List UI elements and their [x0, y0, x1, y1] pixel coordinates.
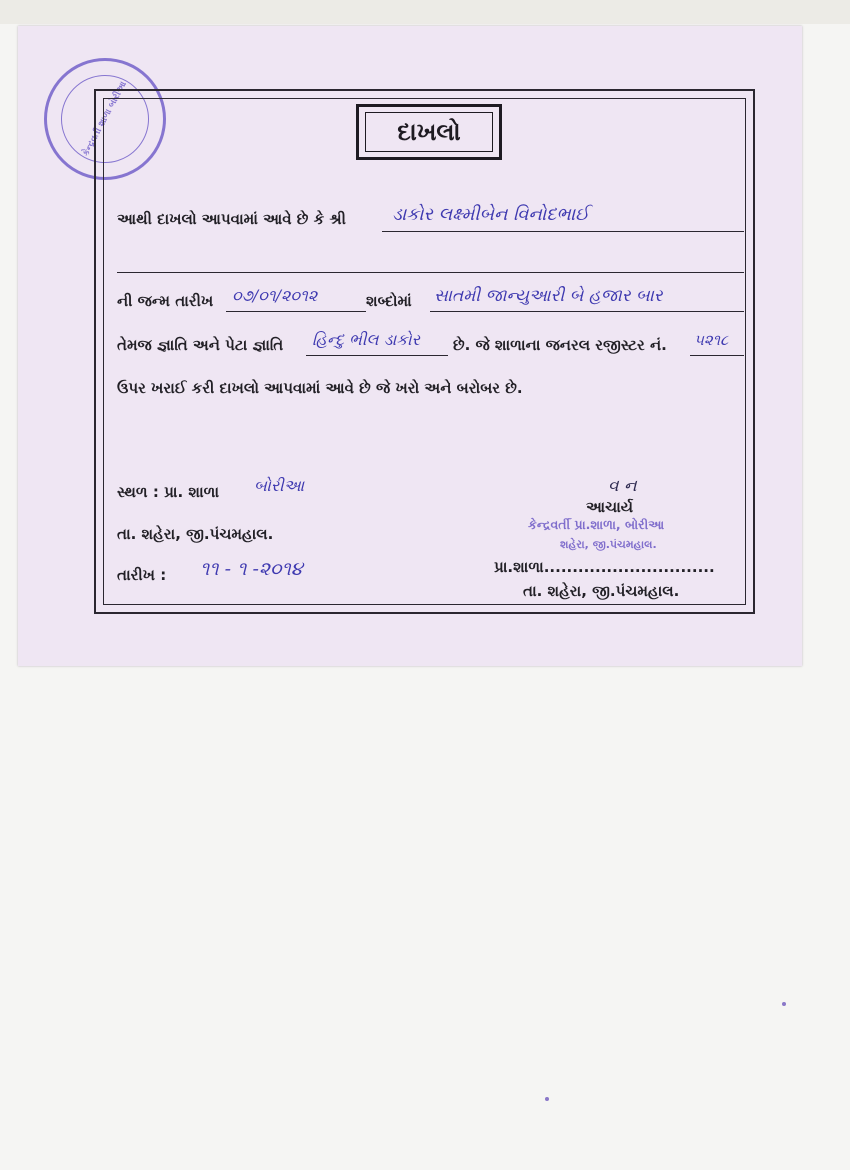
in-words-label: શબ્દોમાં [366, 292, 412, 310]
register-text: છે. જે શાળાના જનરલ રજીસ્ટર નં. [453, 336, 667, 354]
caste-value: હિન્દુ ભીલ ડાકોર [312, 330, 420, 349]
taluka-district: તા. શહેરા, જી.પંચમહાલ. [117, 525, 274, 543]
name-underline [382, 231, 744, 232]
date-value: ૧૧ - ૧ -૨૦૧૪ [200, 558, 303, 580]
dob-underline [226, 311, 366, 312]
scan-top-edge [0, 0, 850, 24]
round-stamp-text: કેન્દ્રવર્તી શાળા બોરીઆ [45, 59, 164, 178]
place-value: બોરીઆ [254, 476, 305, 495]
student-name: ડાકોર લક્ષ્મીબેન વિનોદભાઈ [392, 204, 590, 225]
closing-line: ઉપર ખરાઈ કરી દાખલો આપવામાં આવે છે જે ખરો અને બરોબર છે. [117, 379, 523, 397]
dob-words-underline [430, 311, 744, 312]
signature-taluka-line: તા. શહેરા, જી.પંચમહાલ. [523, 582, 680, 600]
blank-line [117, 272, 744, 273]
certificate-title: દાખલો [365, 112, 493, 152]
dob-words: સાતમી જાન્યુઆરી બે હજાર બાર [434, 286, 663, 306]
register-underline [690, 355, 744, 356]
register-number: ૫૨૧૮ [694, 331, 729, 349]
principal-title: આચાર્ય [586, 498, 634, 516]
scan-speck [545, 1097, 549, 1101]
school-line: પ્રા.શાળા.............................. [494, 558, 715, 576]
caste-prefix: તેમજ જ્ઞાતિ અને પેટા જ્ઞાતિ [117, 336, 284, 354]
principal-signature: વ ન [608, 476, 637, 496]
place-label: સ્થળ : પ્રા. શાળા [117, 483, 220, 501]
line1-prefix: આથી દાખલો આપવામાં આવે છે કે શ્રી [117, 210, 346, 228]
stamp-line-1: કેન્દ્રવર્તી પ્રા.શાળા, બોરીઆ [528, 517, 665, 532]
dob-prefix: ની જન્મ તારીખ [117, 292, 214, 310]
dob-value: ૦૭/૦૧/૨૦૧૨ [232, 286, 318, 305]
stamp-line-2: શહેરા, જી.પંચમહાલ. [560, 538, 657, 551]
caste-underline [306, 355, 448, 356]
date-label: તારીખ : [117, 566, 167, 584]
certificate-title-box [356, 104, 502, 160]
scan-speck [782, 1002, 786, 1006]
